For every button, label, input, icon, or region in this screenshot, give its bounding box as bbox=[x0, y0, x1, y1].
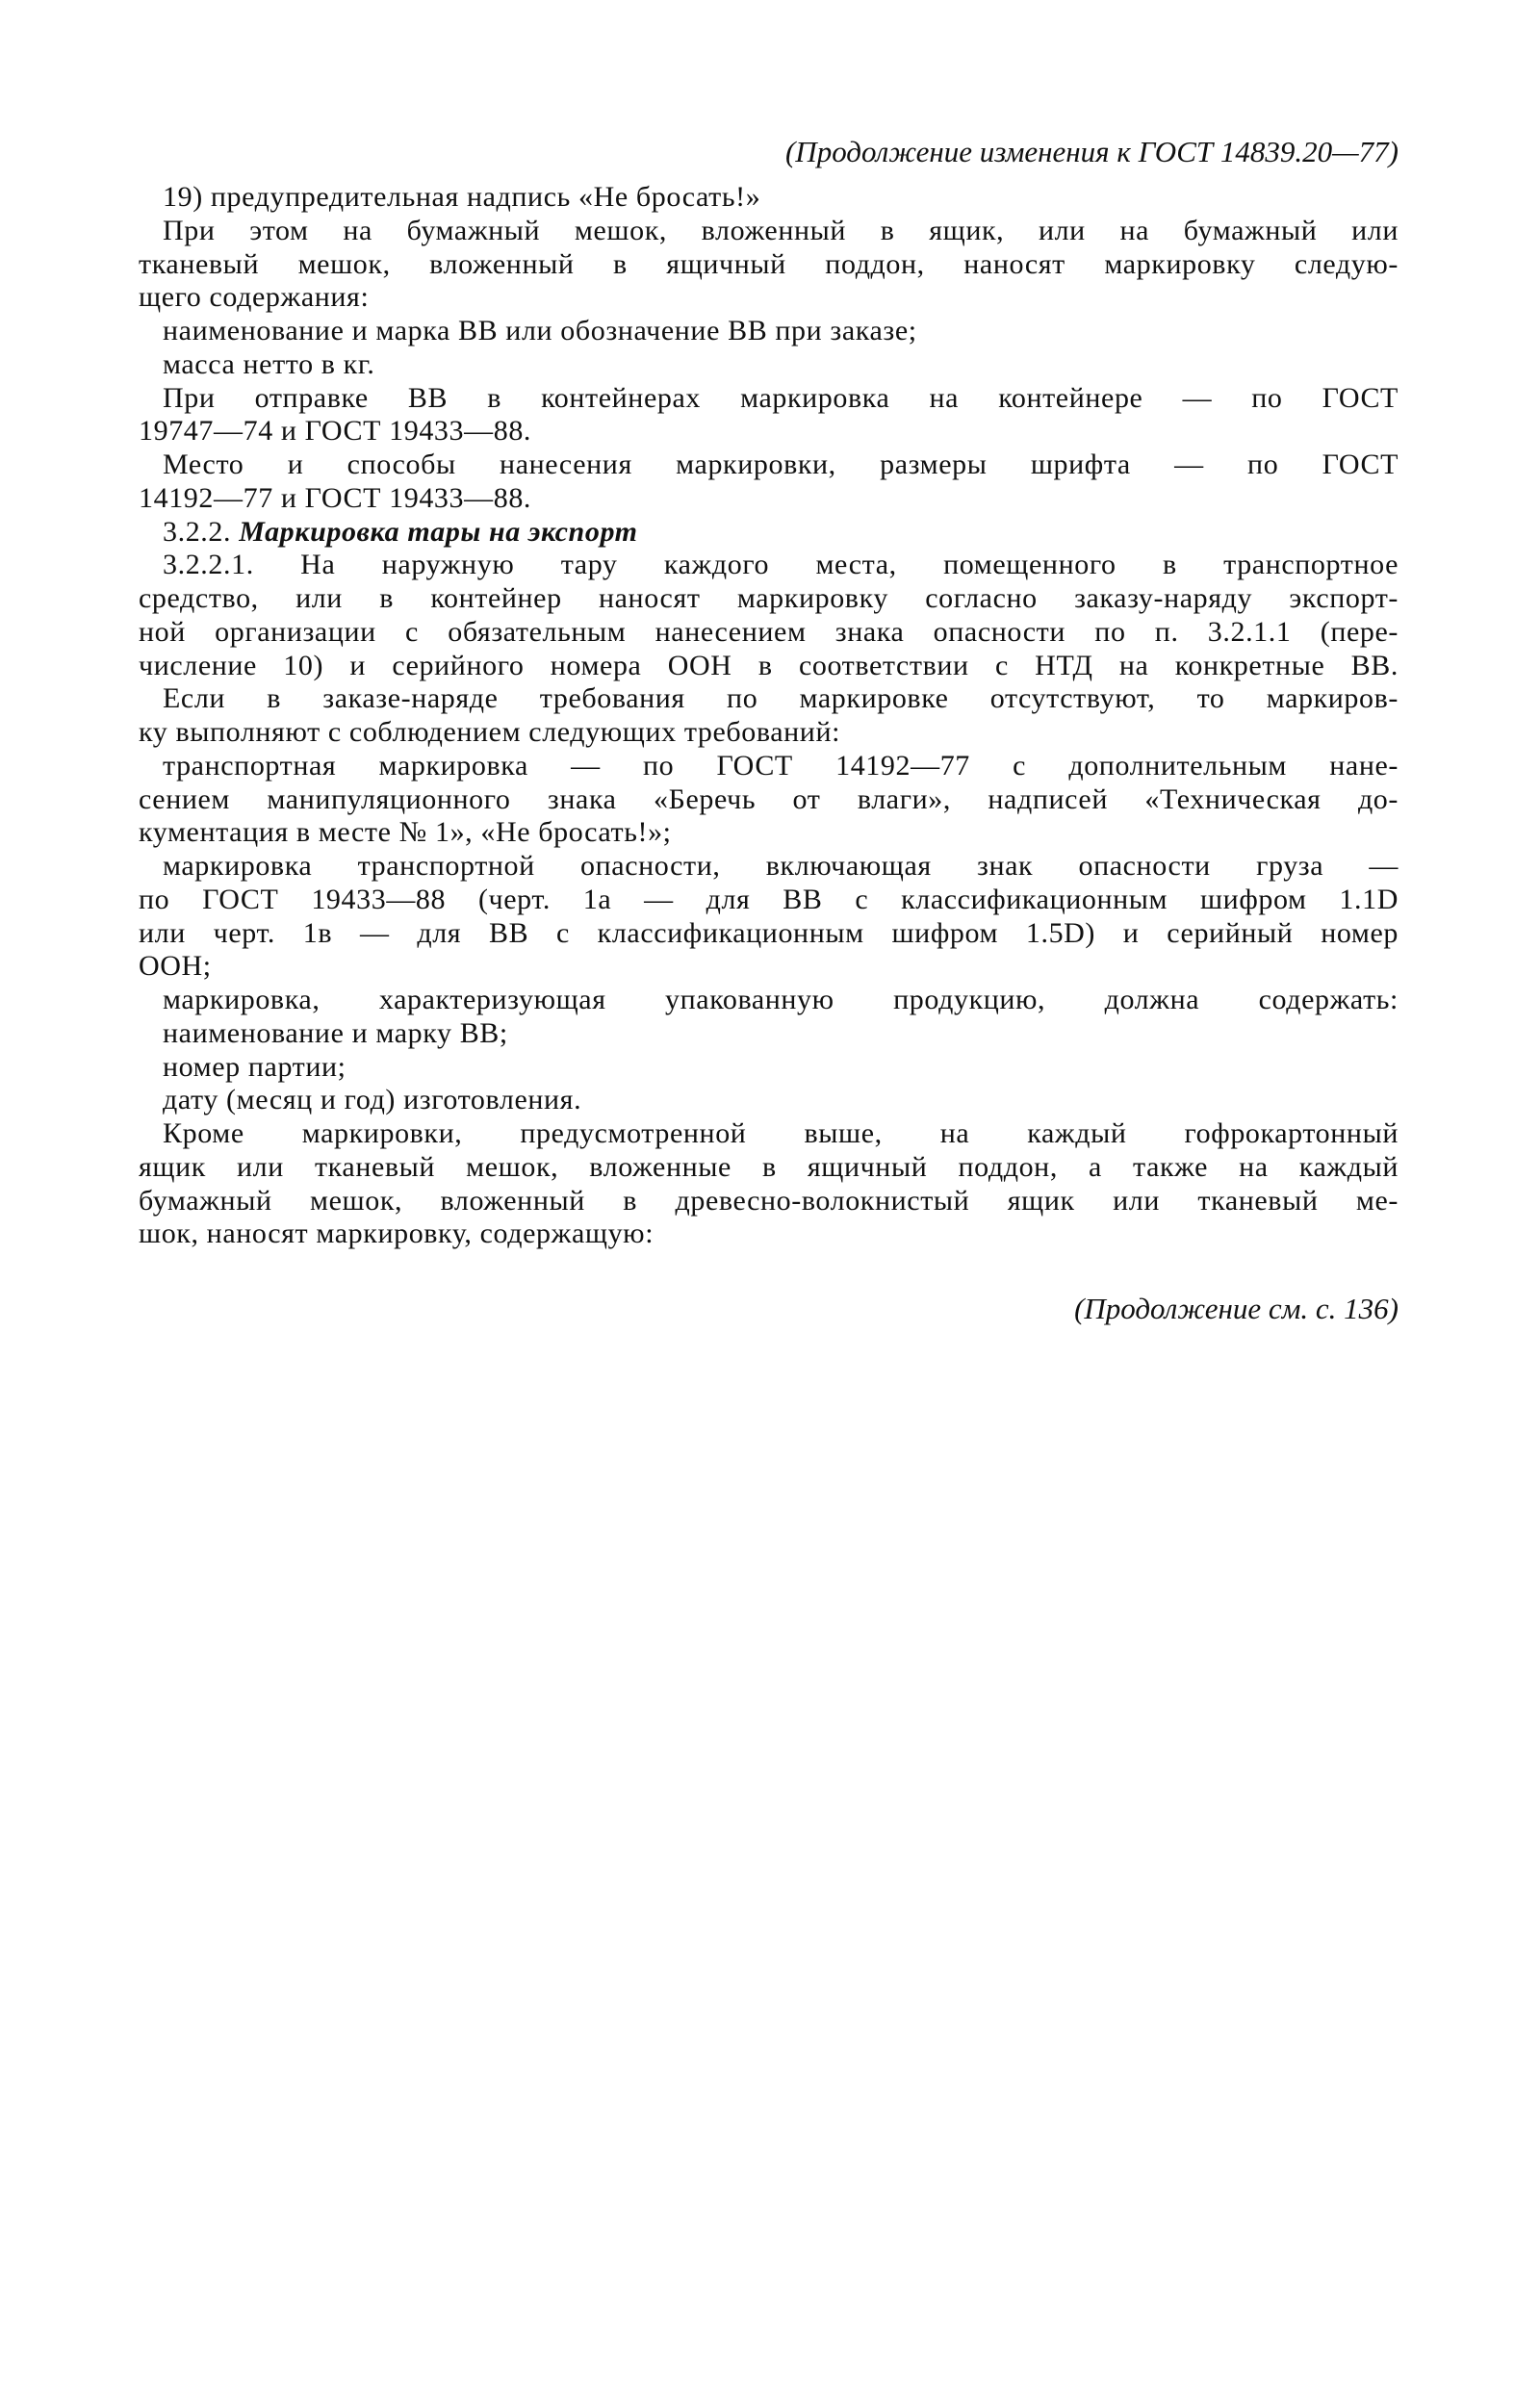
continuation-note: (Продолжение см. с. 136) bbox=[1074, 1292, 1399, 1325]
text-line: Кроме маркировки, предусмотренной выше, на каждый гофрокартонный bbox=[163, 1117, 1399, 1149]
text-line: шок, наносят маркировку, содержащую: bbox=[139, 1218, 654, 1250]
text-line: ООН; bbox=[139, 950, 212, 983]
text-line: или черт. 1в — для ВВ с классификационным шифром 1.5D) и серийный номер bbox=[139, 916, 1399, 949]
text-line: ной организации с обязательным нанесением знака опасности по п. 3.2.1.1 (пере- bbox=[139, 615, 1399, 648]
text-line: тканевый мешок, вложенный в ящичный поддон, наносят маркировку следую- bbox=[139, 247, 1399, 280]
text-line: маркировка, характеризующая упакованную продукцию, должна содержать: bbox=[163, 984, 1399, 1015]
text-line: средство, или в контейнер наносят маркировку согласно заказу-наряду экспорт- bbox=[139, 582, 1399, 614]
section-heading bbox=[139, 516, 1399, 550]
text-line: 19) предупредительная надпись «Не бросать!» bbox=[163, 181, 761, 213]
running-header: (Продолжение изменения к ГОСТ 14839.20—77) bbox=[784, 135, 1399, 168]
text-line: транспортная маркировка — по ГОСТ 14192—77 с дополнительным нане- bbox=[163, 749, 1399, 782]
text-line: При отправке ВВ в контейнерах маркировка на контейнере — по ГОСТ bbox=[163, 381, 1399, 414]
section-title: Маркировка тары на экспорт bbox=[239, 515, 638, 548]
text-line: наименование и марка ВВ или обозначение ВВ при заказе; bbox=[163, 315, 917, 346]
text-line: по ГОСТ 19433—88 (черт. 1а — для ВВ с классификационным шифром 1.1D bbox=[139, 883, 1399, 915]
text-line: Если в заказе-наряде требования по маркировке отсутствуют, то маркиров- bbox=[163, 682, 1399, 715]
text-line: сением манипуляционного знака «Беречь от влаги», надписей «Техническая до- bbox=[139, 782, 1399, 815]
text-line: дату (месяц и год) изготовления. bbox=[163, 1084, 582, 1116]
text-line: При этом на бумажный мешок, вложенный в ящик, или на бумажный или bbox=[163, 214, 1399, 246]
section-number: 3.2.2. bbox=[163, 515, 232, 548]
text-line: 14192—77 и ГОСТ 19433—88. bbox=[139, 481, 532, 514]
text-line: номер партии; bbox=[163, 1050, 346, 1083]
text-line: щего содержания: bbox=[139, 281, 370, 314]
text-line: бумажный мешок, вложенный в древесно-волокнистый ящик или тканевый ме- bbox=[139, 1184, 1399, 1217]
text-line: ящик или тканевый мешок, вложенные в ящичный поддон, а также на каждый bbox=[139, 1150, 1399, 1183]
text-line: числение 10) и серийного номера ООН в соответствии с НТД на конкретные ВВ. bbox=[139, 649, 1399, 681]
text-line: 3.2.2.1. На наружную тару каждого места, помещенного в транспортное bbox=[163, 549, 1399, 581]
document-body bbox=[139, 181, 1399, 1251]
text-line: масса нетто в кг. bbox=[163, 347, 375, 380]
text-line: кументация в месте № 1», «Не бросать!»; bbox=[139, 816, 672, 849]
text-line: ку выполняют с соблюдением следующих требований: bbox=[139, 716, 841, 748]
text-line: 19747—74 и ГОСТ 19433—88. bbox=[139, 415, 532, 448]
text-line: Место и способы нанесения маркировки, размеры шрифта — по ГОСТ bbox=[163, 449, 1399, 480]
text-line: наименование и марку ВВ; bbox=[163, 1016, 508, 1049]
text-line: маркировка транспортной опасности, включающая знак опасности груза — bbox=[163, 850, 1399, 882]
